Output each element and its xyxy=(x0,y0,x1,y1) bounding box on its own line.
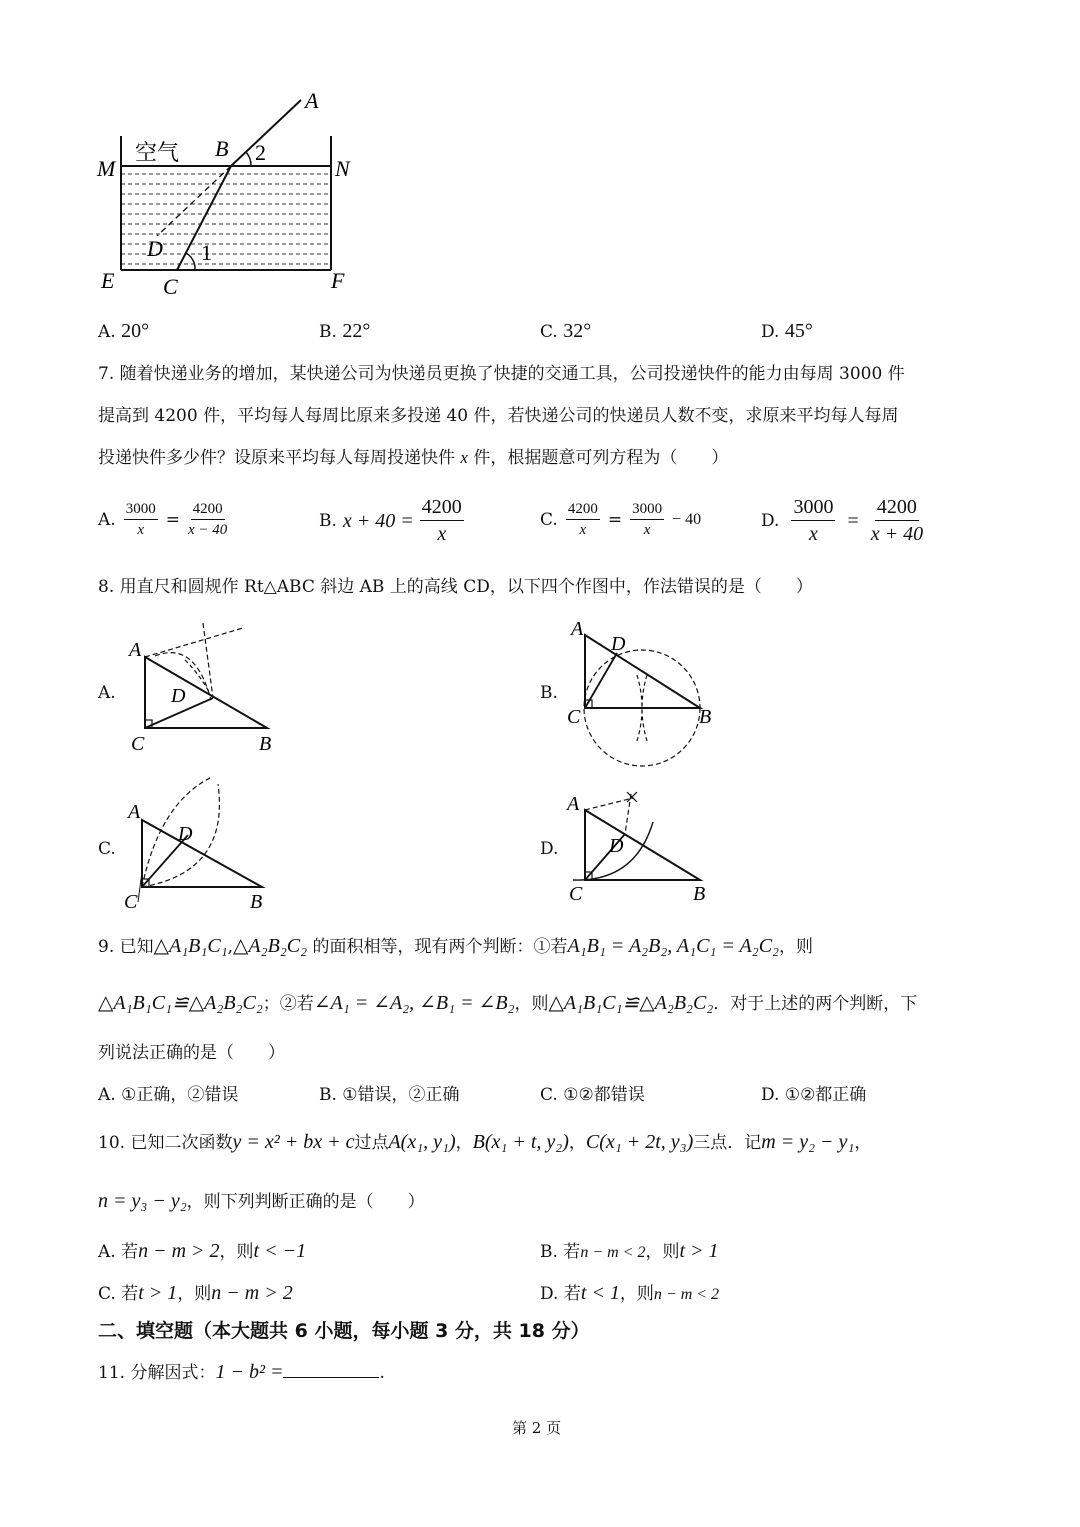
label-d: D xyxy=(147,236,163,261)
q7-option-a[interactable] xyxy=(98,499,227,540)
point-c: C xyxy=(124,891,138,912)
point-a: A xyxy=(571,618,584,640)
q9-option-a[interactable]: A. ①正确，②错误 xyxy=(98,1085,239,1105)
fraction: $\frac{4200}{x}$ xyxy=(421,496,462,545)
option-letter: B. xyxy=(319,510,337,531)
point-c: C xyxy=(131,733,145,755)
label-m: M xyxy=(97,156,116,181)
fraction-left: $\frac{3000}{x}$ xyxy=(125,501,156,538)
q9-option-d[interactable]: D. ①②都正确 xyxy=(761,1085,867,1105)
option-letter: C. xyxy=(540,322,558,342)
q7-line-2: 提高到 4200 件，平均每人每周比原来多投递 40 件，若快递公司的快递员人数不变，求原来平均每人每周 xyxy=(98,406,899,426)
construction-figure-c xyxy=(120,772,280,912)
option-letter: C. xyxy=(540,509,558,530)
option-letter: D. xyxy=(761,322,780,342)
point-a: A xyxy=(129,639,142,661)
option-letter: B. xyxy=(319,322,337,342)
construction-figure-b xyxy=(565,615,725,770)
label-angle2: 2 xyxy=(255,140,266,165)
q6-option-d[interactable] xyxy=(761,320,813,343)
fraction-right: $\frac{4200}{x + 40}$ xyxy=(870,496,924,545)
construction-figure-d xyxy=(565,782,725,907)
answer-blank[interactable] xyxy=(283,1361,379,1378)
q6-option-b[interactable] xyxy=(319,320,370,343)
q7-line-1: 7. 随着快递业务的增加，某快递公司为快递员更换了快捷的交通工具，公司投递快件的能力由每周 3000 件 xyxy=(98,364,905,384)
q10-line-2: n = y₃ − y₂，则下列判断正确的是（ ） xyxy=(98,1190,425,1212)
q8-option-b-label[interactable]: B. xyxy=(540,683,558,703)
q10-line-1: 10. 已知二次函数y = x² + bx + c过点A(x₁, y₁)，B(x₁ + t, y₂)，C(x₁ + 2t, y₃)三点．记m = y₂ − y₁， xyxy=(98,1131,872,1153)
minus-term: − 40 xyxy=(672,510,702,528)
q7-option-c[interactable] xyxy=(540,499,701,540)
point-d: D xyxy=(609,835,624,857)
point-b: B xyxy=(699,706,712,728)
q10-option-a[interactable]: A. 若n − m > 2，则t < −1 xyxy=(98,1240,307,1262)
point-a: A xyxy=(567,793,580,815)
page-number: 第 2 页 xyxy=(512,1419,562,1437)
variable-x: x xyxy=(460,448,468,467)
label-e: E xyxy=(101,268,115,293)
option-value: 20° xyxy=(121,320,150,342)
point-b: B xyxy=(259,733,272,755)
construction-figure-a xyxy=(125,620,285,755)
q9-line-2: △A₁B₁C₁≌△A₂B₂C₂；②若∠A₁ = ∠A₂, ∠B₁ = ∠B₂，则△A₁B₁C₁≌△A₂B₂C₂．对于上述的两个判断，下 xyxy=(98,992,918,1014)
q7-option-d[interactable] xyxy=(761,494,923,547)
q7-option-b[interactable] xyxy=(319,494,464,547)
fraction-left: $\frac{3000}{x}$ xyxy=(793,496,834,545)
label-air: 空气 xyxy=(135,140,180,165)
fraction-left: $\frac{4200}{x}$ xyxy=(567,501,598,538)
fraction-right: $\frac{3000}{x}$ xyxy=(632,501,663,538)
label-b: B xyxy=(215,136,229,161)
q9-option-c[interactable]: C. ①②都错误 xyxy=(540,1085,645,1105)
point-c: C xyxy=(567,706,581,728)
point-d: D xyxy=(178,823,193,845)
q9-line-3: 列说法正确的是（ ） xyxy=(98,1043,285,1063)
point-c: C xyxy=(569,883,583,905)
q10-option-d[interactable]: D. 若t < 1，则n − m < 2 xyxy=(540,1282,720,1304)
label-n: N xyxy=(335,156,350,181)
label-f: F xyxy=(331,268,345,293)
q6-option-a[interactable] xyxy=(98,320,149,343)
q8-stem: 8. 用直尺和圆规作 Rt△ABC 斜边 AB 上的高线 CD，以下四个作图中，作法错误的是（ ） xyxy=(98,577,813,597)
q11-line: 11. 分解因式：1 − b² = . xyxy=(98,1361,385,1383)
option-value: 32° xyxy=(563,320,592,342)
q8-option-c-label[interactable]: C. xyxy=(98,839,116,859)
equation-left: x + 40 = xyxy=(342,509,414,532)
option-letter: D. xyxy=(761,510,780,531)
label-angle1: 1 xyxy=(201,240,212,265)
label-c: C xyxy=(163,274,178,298)
q10-option-c[interactable]: C. 若t > 1，则n − m > 2 xyxy=(98,1282,293,1304)
option-value: 22° xyxy=(342,320,371,342)
point-d: D xyxy=(171,685,186,707)
equals-sign: = xyxy=(607,509,623,530)
refraction-figure xyxy=(95,88,375,298)
q9-line-1: 9. 已知△A₁B₁C₁,△A₂B₂C₂ 的面积相等，现有两个判断：①若A₁B₁ = A₂B₂, A₁C₁ = A₂C₂，则 xyxy=(98,935,813,957)
fraction-right: $\frac{4200}{x - 40}$ xyxy=(187,501,228,538)
section-heading: 二、填空题（本大题共 6 小题，每小题 3 分，共 18 分） xyxy=(98,1320,590,1342)
q10-option-b[interactable]: B. 若n − m < 2，则t > 1 xyxy=(540,1240,719,1262)
q7-line-3-text-end: 件，根据题意可列方程为（ ） xyxy=(473,448,729,468)
q8-option-d-label[interactable]: D. xyxy=(540,839,559,859)
q7-line-3-text: 投递快件多少件？设原来平均每人每周投递快件 xyxy=(98,448,455,468)
point-b: B xyxy=(250,891,263,912)
option-value: 45° xyxy=(784,320,813,342)
q7-line-3 xyxy=(98,447,728,469)
point-d: D xyxy=(611,633,626,655)
option-letter: A. xyxy=(98,322,116,342)
label-a: A xyxy=(305,88,319,113)
equals-sign: = xyxy=(847,509,859,532)
q6-option-c[interactable] xyxy=(540,320,591,343)
q9-option-b[interactable]: B. ①错误，②正确 xyxy=(319,1085,460,1105)
q8-option-a-label[interactable]: A. xyxy=(98,683,116,703)
equals-sign: = xyxy=(165,509,180,530)
option-letter: A. xyxy=(98,509,116,530)
point-a: A xyxy=(128,801,141,823)
point-b: B xyxy=(693,883,706,905)
